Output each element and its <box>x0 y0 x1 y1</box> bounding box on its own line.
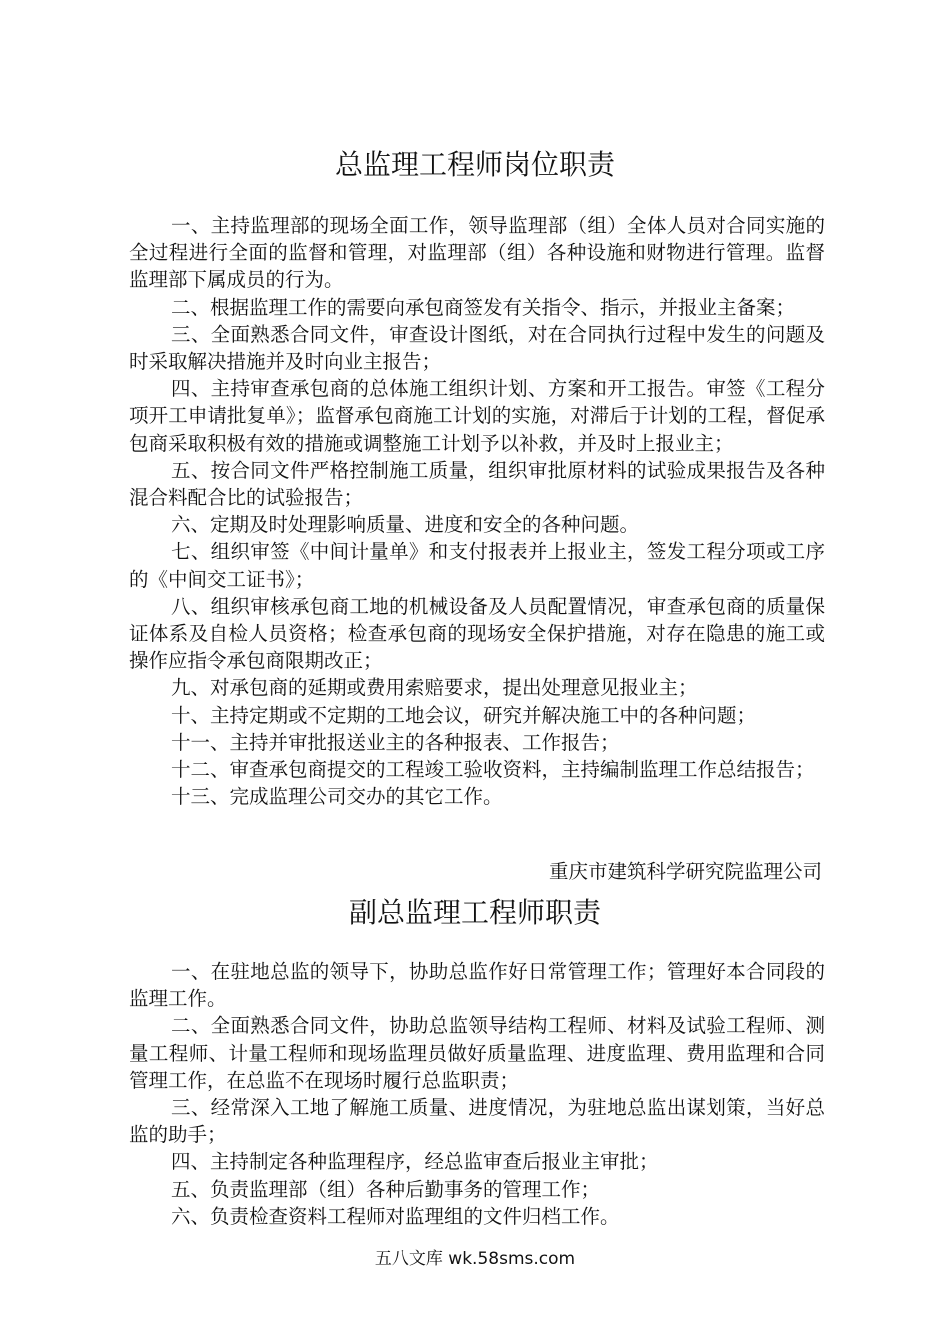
duty-item: 七、组织审签《中间计量单》和支付报表并上报业主，签发工程分项或工序的《中间交工证书》； <box>129 540 825 591</box>
section-title: 副总监理工程师职责 <box>348 896 601 929</box>
duty-item: 四、主持制定各种监理程序，经总监审查后报业主审批； <box>171 1150 659 1174</box>
duty-item: 二、根据监理工作的需要向承包商签发有关指令、指示，并报业主备案； <box>171 295 796 319</box>
duty-item: 十二、审查承包商提交的工程竣工验收资料，主持编制监理工作总结报告； <box>171 758 815 782</box>
duty-item: 九、对承包商的延期或费用索赔要求，提出处理意见报业主； <box>171 676 698 700</box>
duty-item: 六、负责检查资料工程师对监理组的文件归档工作。 <box>171 1204 620 1228</box>
duties-list-deputy <box>129 958 825 1230</box>
duty-item: 一、在驻地总监的领导下，协助总监作好日常管理工作；管理好本合同段的监理工作。 <box>129 960 825 1011</box>
page-title: 总监理工程师岗位职责 <box>334 148 615 181</box>
duty-item: 十一、主持并审批报送业主的各种报表、工作报告； <box>171 730 620 754</box>
duty-item: 十、主持定期或不定期的工地会议，研究并解决施工中的各种问题； <box>171 703 757 727</box>
duty-item: 五、负责监理部（组）各种后勤事务的管理工作； <box>171 1177 601 1201</box>
duty-item: 一、主持监理部的现场全面工作，领导监理部（组）全体人员对合同实施的全过程进行全面的监督和管理，对监理部（组）各种设施和财物进行管理。监督监理部下属成员的行为。 <box>129 214 825 292</box>
duty-item: 三、全面熟悉合同文件，审查设计图纸，对在合同执行过程中发生的问题及时采取解决措施并及时向业主报告； <box>129 322 825 374</box>
duty-item: 四、主持审查承包商的总体施工组织计划、方案和开工报告。审签《工程分项开工申请批复单》；监督承包商施工计划的实施，对滞后于计划的工程，督促承包商采取积极有效的措施或调整施工计划予以补救，并及时上报业主； <box>129 377 825 455</box>
duty-item: 十三、完成监理公司交办的其它工作。 <box>171 785 503 809</box>
duty-item: 三、经常深入工地了解施工质量、进度情况，为驻地总监出谋划策，当好总监的助手； <box>129 1096 825 1147</box>
company-signature: 重庆市建筑科学研究院监理公司 <box>548 860 822 883</box>
duty-item: 六、定期及时处理影响质量、进度和安全的各种问题。 <box>171 513 640 537</box>
footer-watermark: 五八文库 wk.58sms.com <box>374 1249 576 1269</box>
duty-item: 八、组织审核承包商工地的机械设备及人员配置情况，审查承包商的质量保证体系及自检人员资格；检查承包商的现场安全保护措施，对存在隐患的施工或操作应指令承包商限期改正； <box>129 594 825 673</box>
duties-list-chief <box>129 212 825 810</box>
duty-item: 二、全面熟悉合同文件，协助总监领导结构工程师、材料及试验工程师、测量工程师、计量工程师和现场监理员做好质量监理、进度监理、费用监理和合同管理工作，在总监不在现场时履行总监职责； <box>129 1014 825 1092</box>
duty-item: 五、按合同文件严格控制施工质量，组织审批原材料的试验成果报告及各种混合料配合比的试验报告； <box>129 458 825 510</box>
